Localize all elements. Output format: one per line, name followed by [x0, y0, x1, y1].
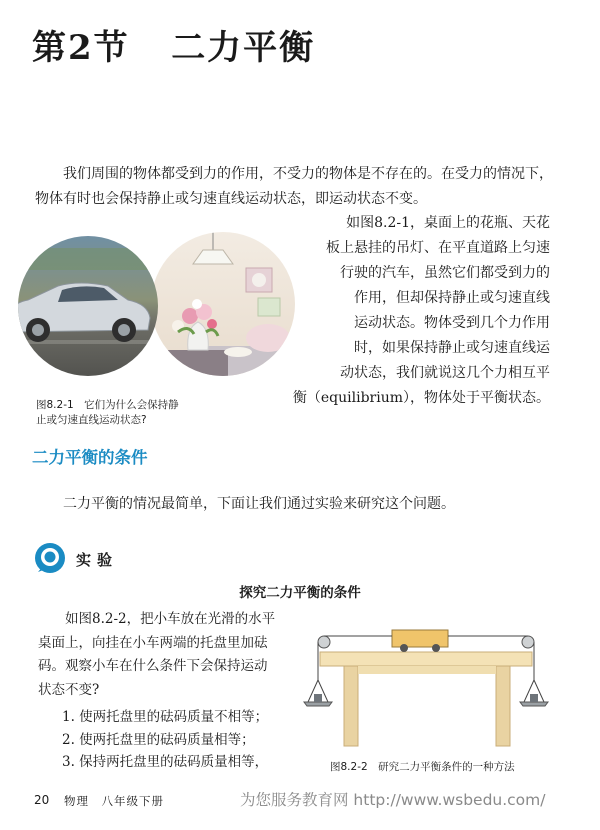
- list-item: 1. 使两托盘里的砝码质量不相等；: [62, 709, 269, 725]
- experiment-text: 如图8.2-2，把小车放在光滑的水平桌面上，向挂在小车两端的托盘里加砝码。观察小车在什么条件下会保持运动状态不变?: [38, 611, 276, 698]
- watermark: 为您服务教育网 http://www.wsbedu.com/: [240, 791, 546, 809]
- figure-8-2-2-caption: 图8.2-2 研究二力平衡条件的一种方法: [330, 761, 515, 773]
- section-number: 第2节: [32, 28, 130, 68]
- section-heading: [32, 20, 315, 69]
- page-number: 20: [34, 793, 50, 807]
- table-leg-left: [344, 666, 358, 746]
- table-leg-right: [496, 666, 510, 746]
- table-top: [320, 652, 532, 666]
- experiment-steps: [62, 706, 268, 774]
- tray-left: [304, 702, 332, 706]
- subheading-two-force-conditions: 二力平衡的条件: [32, 448, 148, 467]
- book-title: 物理 八年级下册: [64, 794, 164, 808]
- experiment-icon: [34, 542, 66, 574]
- car-scene: [18, 228, 158, 388]
- cart: [392, 630, 448, 647]
- figure-8-2-2-apparatus: [300, 622, 550, 752]
- experiment-title: 探究二力平衡的条件: [239, 585, 361, 601]
- wrapped-paragraph: 如图8.2-1，桌面上的花瓶、天花 板上悬挂的吊灯、在平直道路上匀速 行驶的汽车，虽然它们都受到力的 作用，但却保持静止或匀速直线 运动状态。物体受到几个力作用 时，如果保持静止或匀速直线运 动状态，我们就说这几个力相互平 衡（equilibrium），物体处于平衡状态。: [292, 215, 550, 406]
- paragraph-two: 二力平衡的情况最简单，下面让我们通过实验来研究这个问题。: [63, 496, 455, 512]
- tray-right: [520, 702, 548, 706]
- experiment-label: 实验: [76, 551, 119, 569]
- pulley-right: [522, 636, 534, 648]
- intro-paragraph: 我们周围的物体都受到力的作用，不受力的物体是不存在的。在受力的情况下，物体有时也会保持静止或匀速直线运动状态，即运动状态不变。: [35, 166, 553, 207]
- list-item: 2. 使两托盘里的砝码质量相等；: [62, 731, 255, 748]
- section-title: 二力平衡: [171, 28, 316, 68]
- list-item: 3. 保持两托盘里的砝码质量相等，: [62, 754, 269, 770]
- figure-8-2-1-caption: 图8.2-1 它们为什么会保持静 止或匀速直线运动状态?: [36, 399, 179, 426]
- pulley-left: [318, 636, 330, 648]
- room-scene: [148, 228, 298, 386]
- figure-8-2-1-illustration: [18, 228, 298, 400]
